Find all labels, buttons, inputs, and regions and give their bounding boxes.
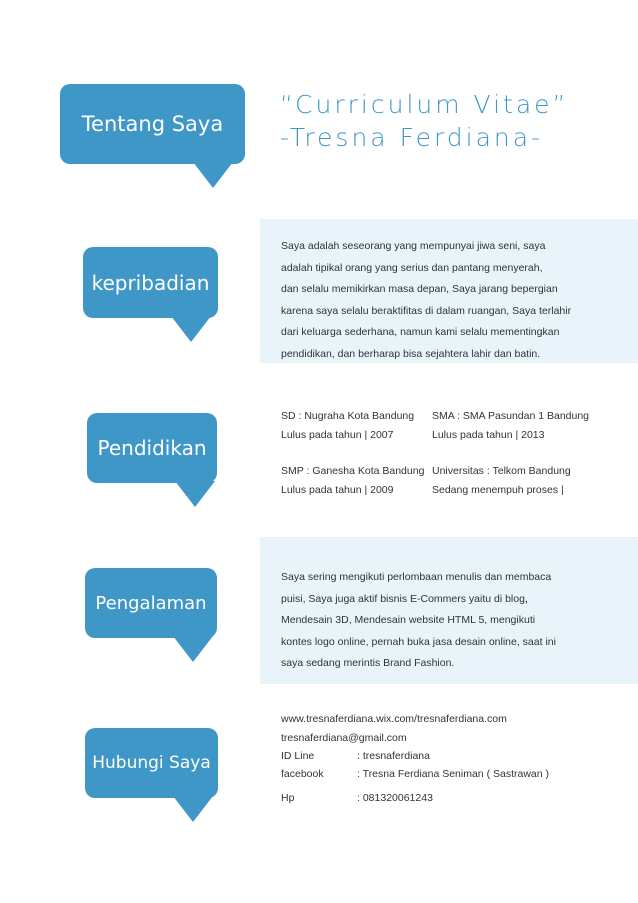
kepribadian-line: karena saya selalu beraktifitas di dalam ruangan, Saya terlahir <box>281 304 572 317</box>
education-status: Lulus pada tahun | 2007 <box>281 428 394 441</box>
pengalaman-line: kontes logo online, pernah buka jasa desain online, saat ini <box>281 635 556 648</box>
kepribadian-line: Saya adalah seseorang yang mempunyai jiwa seni, saya <box>281 240 546 252</box>
bubble-tail <box>175 481 215 507</box>
contact-email[interactable] <box>281 732 407 744</box>
education-school: Universitas : Telkom Bandung <box>432 465 571 477</box>
kepribadian-line: dan selalu memikirkan masa depan, Saya jarang bepergian <box>281 283 558 295</box>
title-line-2: -Tresna Ferdiana- <box>280 123 544 152</box>
bubble-pendidikan <box>87 413 217 483</box>
website-link[interactable]: www.tresnaferdiana.wix.com/tresnaferdiana.com <box>281 713 507 725</box>
cv-title <box>280 88 569 154</box>
kepribadian-text <box>281 236 571 365</box>
bubble-hubungi-saya <box>85 728 218 798</box>
pengalaman-line: saya sedang merintis Brand Fashion. <box>281 657 455 669</box>
education-entry-sma <box>432 407 589 444</box>
facebook-value: : Tresna Ferdiana Seniman ( Sastrawan ) <box>357 768 550 780</box>
email-link[interactable]: tresnaferdiana@gmail.com <box>281 732 407 744</box>
bubble-label-hubungi-saya: Hubungi Saya <box>92 753 211 773</box>
education-entry-university <box>432 462 571 499</box>
contact-hp <box>281 792 433 804</box>
bubble-pengalaman <box>85 568 217 638</box>
facebook-label: facebook <box>281 768 324 780</box>
line-value: : tresnaferdiana <box>357 750 430 762</box>
education-school: SD : Nugraha Kota Bandung <box>281 410 415 422</box>
bubble-kepribadian <box>83 247 218 318</box>
hp-value: : 081320061243 <box>357 792 433 804</box>
education-school: SMA : SMA Pasundan 1 Bandung <box>432 410 590 422</box>
line-label: ID Line <box>281 750 315 762</box>
bubble-label-pengalaman: Pengalaman <box>95 592 207 614</box>
pengalaman-line: Mendesain 3D, Mendesain website HTML 5, mengikuti <box>281 614 536 626</box>
kepribadian-line: dari keluarga sederhana, namun kami selalu mementingkan <box>281 326 560 338</box>
bubble-tail <box>173 636 213 662</box>
contact-website[interactable] <box>281 713 507 725</box>
contact-line <box>281 750 430 762</box>
contact-facebook <box>281 768 550 780</box>
education-entry-smp <box>281 462 424 499</box>
kepribadian-line: pendidikan, dan berharap bisa sejahtera lahir dan batin. <box>281 347 541 360</box>
bubble-label-pendidikan: Pendidikan <box>97 436 207 460</box>
pengalaman-line: puisi, Saya juga aktif bisnis E-Commers yaitu di blog, <box>281 592 528 605</box>
bubble-label-kepribadian: kepribadian <box>91 270 210 295</box>
education-status: Lulus pada tahun | 2013 <box>432 428 545 441</box>
bubble-tail <box>173 796 213 822</box>
kepribadian-line: adalah tipikal orang yang serius dan pantang menyerah, <box>281 261 543 274</box>
education-status: Lulus pada tahun | 2009 <box>281 483 394 496</box>
pengalaman-line: Saya sering mengikuti perlombaan menulis dan membaca <box>281 571 552 583</box>
pengalaman-text <box>281 567 556 675</box>
education-school: SMP : Ganesha Kota Bandung <box>281 465 425 477</box>
bubble-tail <box>193 162 233 188</box>
education-entry-sd <box>281 407 414 444</box>
title-line-1: “Curriculum Vitae” <box>280 90 569 119</box>
bubble-label-tentang-saya: Tentang Saya <box>81 112 224 136</box>
education-status: Sedang menempuh proses | <box>432 483 564 496</box>
bubble-tail <box>171 316 211 342</box>
hp-label: Hp <box>281 792 295 804</box>
bubble-tentang-saya <box>60 84 245 164</box>
